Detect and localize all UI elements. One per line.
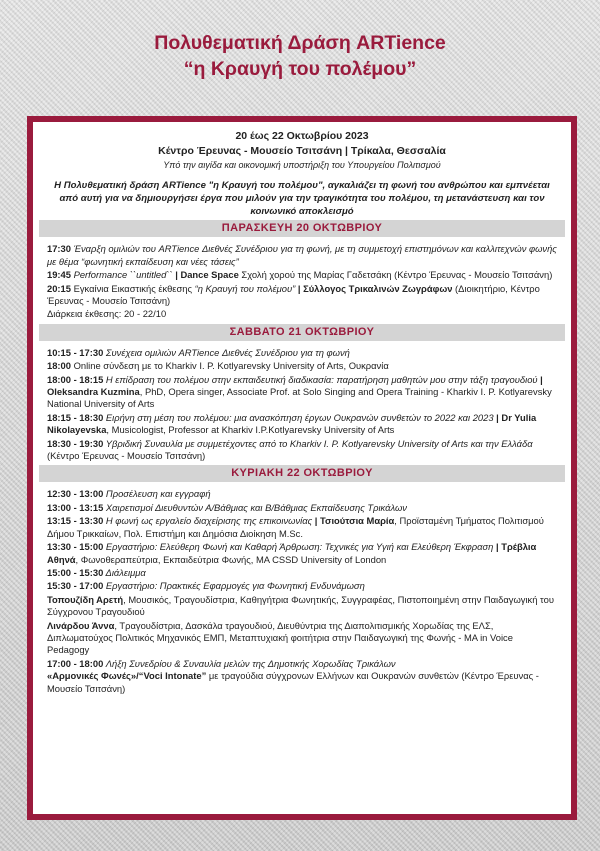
entry-performer: «Αρμονικές Φωνές»/“Voci Intonate” <box>47 670 207 682</box>
entry-text: Συνέχεια ομιλιών ARTience Διεθνές Συνέδριου για τη φωνή <box>103 346 350 358</box>
entry-time: 17:30 <box>47 243 71 255</box>
entry-text: Η φωνή ως εργαλείο διαχείρισης της επικοινωνίας <box>103 515 313 527</box>
entry-details: Σχολή χορού της Μαρίας Γαδετσάκη (Κέντρο Έρευνας - Μουσείο Τσιτσάνη) <box>238 269 553 281</box>
schedule-entry <box>47 502 557 514</box>
schedule-entry <box>47 541 557 566</box>
entry-time: 17:00 - 18:00 <box>47 657 104 669</box>
entry-text: Διάλειμμα <box>103 566 146 578</box>
schedule-entry <box>47 567 557 579</box>
entry-details: , Φωνοθεραπεύτρια, Εκπαιδεύτρια Φωνής, MA CSSD University of London <box>75 553 387 565</box>
event-title: Πολυθεματική Δράση ARTience <box>154 32 446 54</box>
entry-details: , PhD, Opera singer, Associate Prof. at Solo Singing and Opera Training - Kharkiv I. P. Kotlyarevsky National University of Arts <box>47 386 552 410</box>
entry-details: (Διοικητήριο, Κέντρο Έρευνας - Μουσείο Τσιτσάνη) <box>47 282 540 307</box>
entry-time: 18:30 - 19:30 <box>47 437 104 449</box>
entry-details: με τραγούδια σύγχρονων Ελλήνων και Ουκρανών συνθετών (Κέντρο Έρευνας - Μουσείο Τσιτσάνη) <box>47 670 539 694</box>
entry-time: 13:00 - 13:15 <box>47 501 104 513</box>
entry-separator: | <box>295 282 304 294</box>
schedule-entry <box>47 515 557 540</box>
event-dates: 20 έως 22 Οκτωβρίου 2023 <box>235 130 369 142</box>
schedule-entry <box>47 412 557 437</box>
entry-time: 13:30 - 15:00 <box>47 541 104 553</box>
schedule-entry <box>47 269 557 281</box>
schedule-entry <box>47 580 557 592</box>
entry-time: 18:15 - 18:30 <box>47 411 104 423</box>
day-header-friday: ΠΑΡΑΣΚΕΥΗ 20 ΟΚΤΩΒΡΙΟΥ <box>39 220 565 237</box>
entry-time: 10:15 - 17:30 <box>47 346 104 358</box>
entry-separator: | <box>172 269 181 281</box>
entry-text: Υβριδική Συναυλία με συμμετέχοντες από το Kharkiv I. P. Kotlyarevsky University of Arts και την Ελλάδα <box>103 437 533 449</box>
entry-speaker: Dr Yulia Nikolayevska <box>47 411 537 436</box>
schedule-entry <box>47 620 557 657</box>
schedule-entry <box>47 488 557 500</box>
entry-quote: “η Κραυγή του πολέμου” <box>194 282 296 294</box>
entry-separator: | <box>493 541 502 553</box>
entry-speaker: Τοπουζίδη Αρετή <box>47 593 124 605</box>
entry-time: 12:30 - 13:00 <box>47 488 104 500</box>
entry-details: , Τραγουδίστρια, Δασκάλα τραγουδιού, Διευθύντρια της Διαπολιτισμικής Χορωδίας της ΕΛΣ, Διπλωματούχος Πολιτικός Μηχανικός ΕΜΠ, Μεταπτυχιακή φοιτήτρια στην Παιδαγωγική της Φωνής - MA in Voice Pedagogy <box>47 619 513 656</box>
entry-text: Ειρήνη στη μέση του πολέμου: μια ανασκόπηση έργων Ουκρανών συνθετών το 2022 και 2023 <box>103 411 494 423</box>
entry-text: Διάρκεια έκθεσης: 20 - 22/10 <box>47 308 167 320</box>
entry-details: , Προϊσταμένη Τμήματος Πολιτισμού Δήμου Τρικκαίων, Πολ. Επιστήμη και Δημόσια Διοίκηση M.Sc. <box>47 515 544 539</box>
day-header-sunday: ΚΥΡΙΑΚΗ 22 ΟΚΤΩΒΡΙΟΥ <box>39 465 565 482</box>
entry-details: (Κέντρο Έρευνας - Μουσείο Τσιτσάνη) <box>47 450 206 462</box>
entry-text: Λήξη Συνεδρίου & Συναυλία μελών της Δημοτικής Χορωδίας Τρικάλων <box>103 657 396 669</box>
schedule-entry <box>47 594 557 619</box>
entry-details: , Μουσικός, Τραγουδίστρια, Καθηγήτρια Φωνητικής, Συγγραφέας, Πιστοποιημένη στην Παιδαγωγική του Σύγχρονου Τραγουδιού <box>47 593 554 618</box>
entry-performer: Σύλλογος Τρικαλινών Ζωγράφων <box>303 282 453 294</box>
entry-text: Εγκαίνια Εικαστικής έκθεσης <box>70 282 195 294</box>
schedule-entry <box>47 283 557 308</box>
entry-time: 15:30 - 17:00 <box>47 580 104 592</box>
entry-separator: | <box>537 373 543 385</box>
schedule-entry <box>47 374 557 411</box>
entry-text: Εργαστήριο: Πρακτικές Εφαρμογές για Φωνητική Ενδυνάμωση <box>103 580 365 592</box>
entry-text: Έναρξη ομιλιών του ARTience Διεθνές Συνέδριου για τη φωνή, με τη συμμετοχή επιστημόνων και καλλιτεχνών φωνής με θέμα “φωνητική εκπαίδευση και νέες τάσεις” <box>47 243 557 267</box>
event-info <box>47 129 557 218</box>
schedule-entry <box>47 243 557 268</box>
entry-separator: | <box>312 515 320 527</box>
schedule-entry <box>47 347 557 359</box>
entry-time: 19:45 <box>47 269 71 281</box>
entry-text: Προσέλευση και εγγραφή <box>103 488 211 500</box>
schedule-entry <box>47 360 557 372</box>
entry-text: Η επίδραση του πολέμου στην εκπαιδευτική διαδικασία: παρατήρηση μαθητών μου στην τάξη τραγουδιού <box>103 373 538 385</box>
day-header-saturday: ΣΑΒΒΑΤΟ 21 ΟΚΤΩΒΡΙΟΥ <box>39 324 565 341</box>
entry-text: Εργαστήριο: Ελεύθερη Φωνή και Καθαρή Άρθρωση: Τεχνικές για Υγιή και Ελεύθερη Έκφραση <box>103 541 494 553</box>
entry-time: 15:00 - 15:30 <box>47 566 104 578</box>
entry-speaker: Λινάρδου Άννα <box>47 619 115 631</box>
event-description: Η Πολυθεματική δράση ARTience "η Κραυγή του πολέμου", αγκαλιάζει τη φωνή του ανθρώπου και εμπνέεται από αυτή για να δημιουργήσει έργα που μιλούν για την τραγικότητα του πολέμου, τη μετανάστευση και τον κοινωνικό αποκλεισμό <box>54 180 550 217</box>
entry-performer: Dance Space <box>180 269 239 281</box>
event-venue: Κέντρο Έρευνας - Μουσείο Τσιτσάνη | Τρίκαλα, Θεσσαλία <box>158 145 446 157</box>
program-card <box>27 116 577 820</box>
entry-time: 13:15 - 13:30 <box>47 515 104 527</box>
entry-text: Online σύνδεση με το Kharkiv I. P. Kotlyarevsky University of Arts, Ουκρανία <box>70 360 389 372</box>
entry-text: Χαιρετισμοί Διευθυντών Α/Βάθμιας και Β/Βάθμιας Εκπαίδευσης Τρικάλων <box>103 501 407 513</box>
schedule-entry <box>47 658 557 695</box>
entry-time: 20:15 <box>47 282 71 294</box>
event-subtitle: “η Κραυγή του πολέμου” <box>183 58 417 80</box>
entry-details: , Musicologist, Professor at Kharkiv I.P.Kotlyarevsky University of Arts <box>106 424 395 436</box>
entry-time: 18:00 <box>47 360 71 372</box>
entry-speaker: Τσιούτσια Μαρία <box>320 515 395 527</box>
entry-speaker: Oleksandra Kuzmina <box>47 386 140 398</box>
schedule-entry <box>47 438 557 463</box>
entry-speaker: Τρέβλια Αθηνά <box>47 541 537 565</box>
entry-text: Performance ``untitled`` <box>70 269 173 281</box>
entry-time: 18:00 - 18:15 <box>47 373 104 385</box>
entry-separator: | <box>493 411 502 423</box>
event-support: Υπό την αιγίδα και οικονομική υποστήριξη του Υπουργείου Πολιτισμού <box>163 160 441 170</box>
schedule-entry <box>47 308 557 320</box>
page-header <box>0 30 600 82</box>
